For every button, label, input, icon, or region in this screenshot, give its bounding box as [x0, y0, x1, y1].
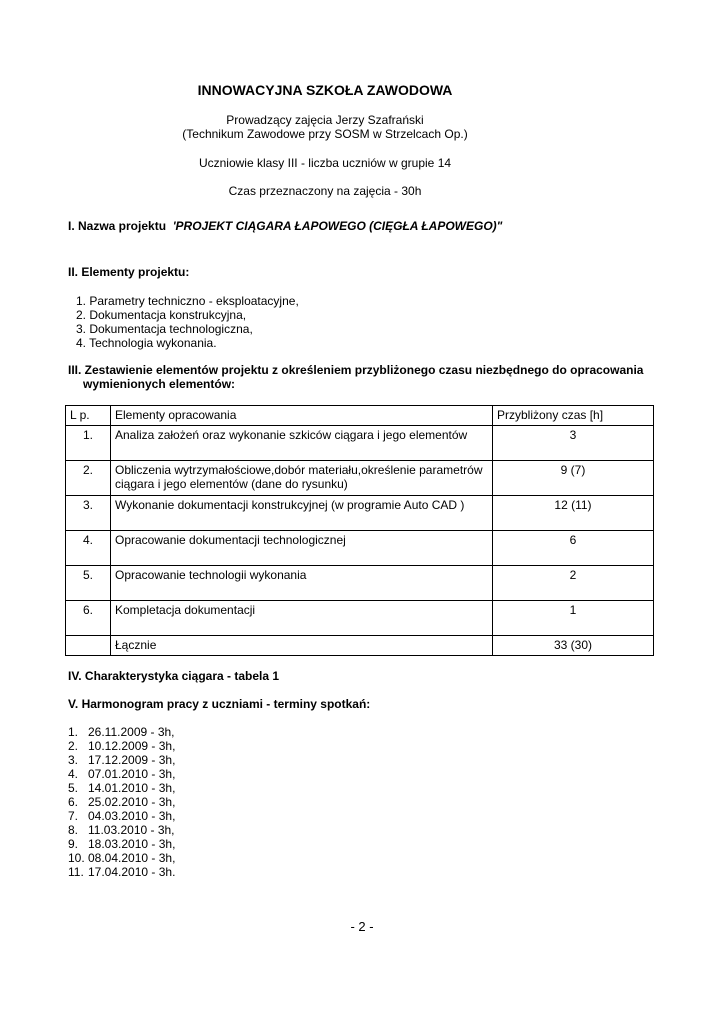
- instructor-line: Prowadzący zajęcia Jerzy Szafrański: [226, 113, 424, 127]
- list-item: 6. 25.02.2010 - 3h,: [68, 795, 176, 809]
- table-header-row: [66, 406, 654, 426]
- table-row: [66, 496, 654, 531]
- list-item: 3. Dokumentacja technologiczna,: [76, 322, 253, 336]
- cell-total-label: Łącznie: [111, 636, 493, 656]
- list-item: 5. 14.01.2010 - 3h,: [68, 781, 176, 795]
- time-line: Czas przeznaczony na zajęcia - 30h: [228, 184, 422, 198]
- list-item: 1. 26.11.2009 - 3h,: [68, 725, 175, 739]
- cell-time: 9 (7): [493, 461, 654, 496]
- list-item: 9. 18.03.2010 - 3h,: [68, 837, 176, 851]
- elements-heading: II. Elementy projektu:: [68, 265, 190, 279]
- header-elements: Elementy opracowania: [111, 406, 493, 426]
- list-item: 11. 17.04.2010 - 3h.: [68, 865, 176, 879]
- cell-lp: [66, 636, 111, 656]
- summary-heading: [68, 363, 668, 391]
- table-row: [66, 531, 654, 566]
- students-line: Uczniowie klasy III - liczba uczniów w grupie 14: [198, 156, 452, 170]
- cell-lp: 3.: [66, 496, 111, 531]
- characteristics-heading: IV. Charakterystyka ciągara - tabela 1: [68, 669, 280, 683]
- list-item: 10. 08.04.2010 - 3h,: [68, 851, 176, 865]
- table-row: [66, 566, 654, 601]
- page-number: - 2 -: [350, 919, 374, 934]
- list-item: 3. 17.12.2009 - 3h,: [68, 753, 176, 767]
- project-name-line: [68, 219, 502, 233]
- document-title: INNOWACYJNA SZKOŁA ZAWODOWA: [197, 82, 453, 98]
- cell-lp: 4.: [66, 531, 111, 566]
- cell-element: Kompletacja dokumentacji: [111, 601, 493, 636]
- schedule-heading: V. Harmonogram pracy z uczniami - terminy spotkań:: [68, 697, 371, 711]
- header-lp: L p.: [66, 406, 111, 426]
- elements-time-table: [65, 405, 654, 656]
- meetings-list: [68, 725, 175, 879]
- table-row: [66, 461, 654, 496]
- elements-list: [76, 294, 299, 350]
- cell-time: 2: [493, 566, 654, 601]
- table-total-row: [66, 636, 654, 656]
- project-name-label: I. Nazwa projektu: [68, 219, 167, 233]
- summary-heading-line2: wymienionych elementów:: [83, 377, 236, 391]
- list-item: 2. 10.12.2009 - 3h,: [68, 739, 176, 753]
- cell-element: Opracowanie technologii wykonania: [111, 566, 493, 601]
- cell-element: Wykonanie dokumentacji konstrukcyjnej (w programie Auto CAD ): [111, 496, 493, 531]
- cell-time: 1: [493, 601, 654, 636]
- cell-time: 6: [493, 531, 654, 566]
- cell-element: Opracowanie dokumentacji technologicznej: [111, 531, 493, 566]
- cell-lp: 5.: [66, 566, 111, 601]
- list-item: 8. 11.03.2010 - 3h,: [68, 823, 175, 837]
- list-item: 7. 04.03.2010 - 3h,: [68, 809, 176, 823]
- list-item: 4. 07.01.2010 - 3h,: [68, 767, 176, 781]
- table-row: [66, 601, 654, 636]
- table-row: [66, 426, 654, 461]
- cell-total-time: 33 (30): [493, 636, 654, 656]
- list-item: 4. Technologia wykonania.: [76, 336, 217, 350]
- cell-element: Analiza założeń oraz wykonanie szkiców ciągara i jego elementów: [111, 426, 493, 461]
- summary-heading-line1: III. Zestawienie elementów projektu z określeniem przybliżonego czasu niezbędnego do opracowania: [68, 363, 644, 377]
- cell-time: 12 (11): [493, 496, 654, 531]
- project-name-value: 'PROJEKT CIĄGARA ŁAPOWEGO (CIĘGŁA ŁAPOWEGO)": [172, 219, 503, 233]
- school-line: (Technikum Zawodowe przy SOSM w Strzelcach Op.): [182, 127, 468, 141]
- cell-element: Obliczenia wytrzymałościowe,dobór materiału,określenie parametrów ciągara i jego elementów (dane do rysunku): [111, 461, 493, 496]
- list-item: 2. Dokumentacja konstrukcyjna,: [76, 308, 247, 322]
- cell-time: 3: [493, 426, 654, 461]
- cell-lp: 6.: [66, 601, 111, 636]
- cell-lp: 2.: [66, 461, 111, 496]
- list-item: 1. Parametry techniczno - eksploatacyjne,: [76, 294, 299, 308]
- header-time: Przybliżony czas [h]: [493, 406, 654, 426]
- cell-lp: 1.: [66, 426, 111, 461]
